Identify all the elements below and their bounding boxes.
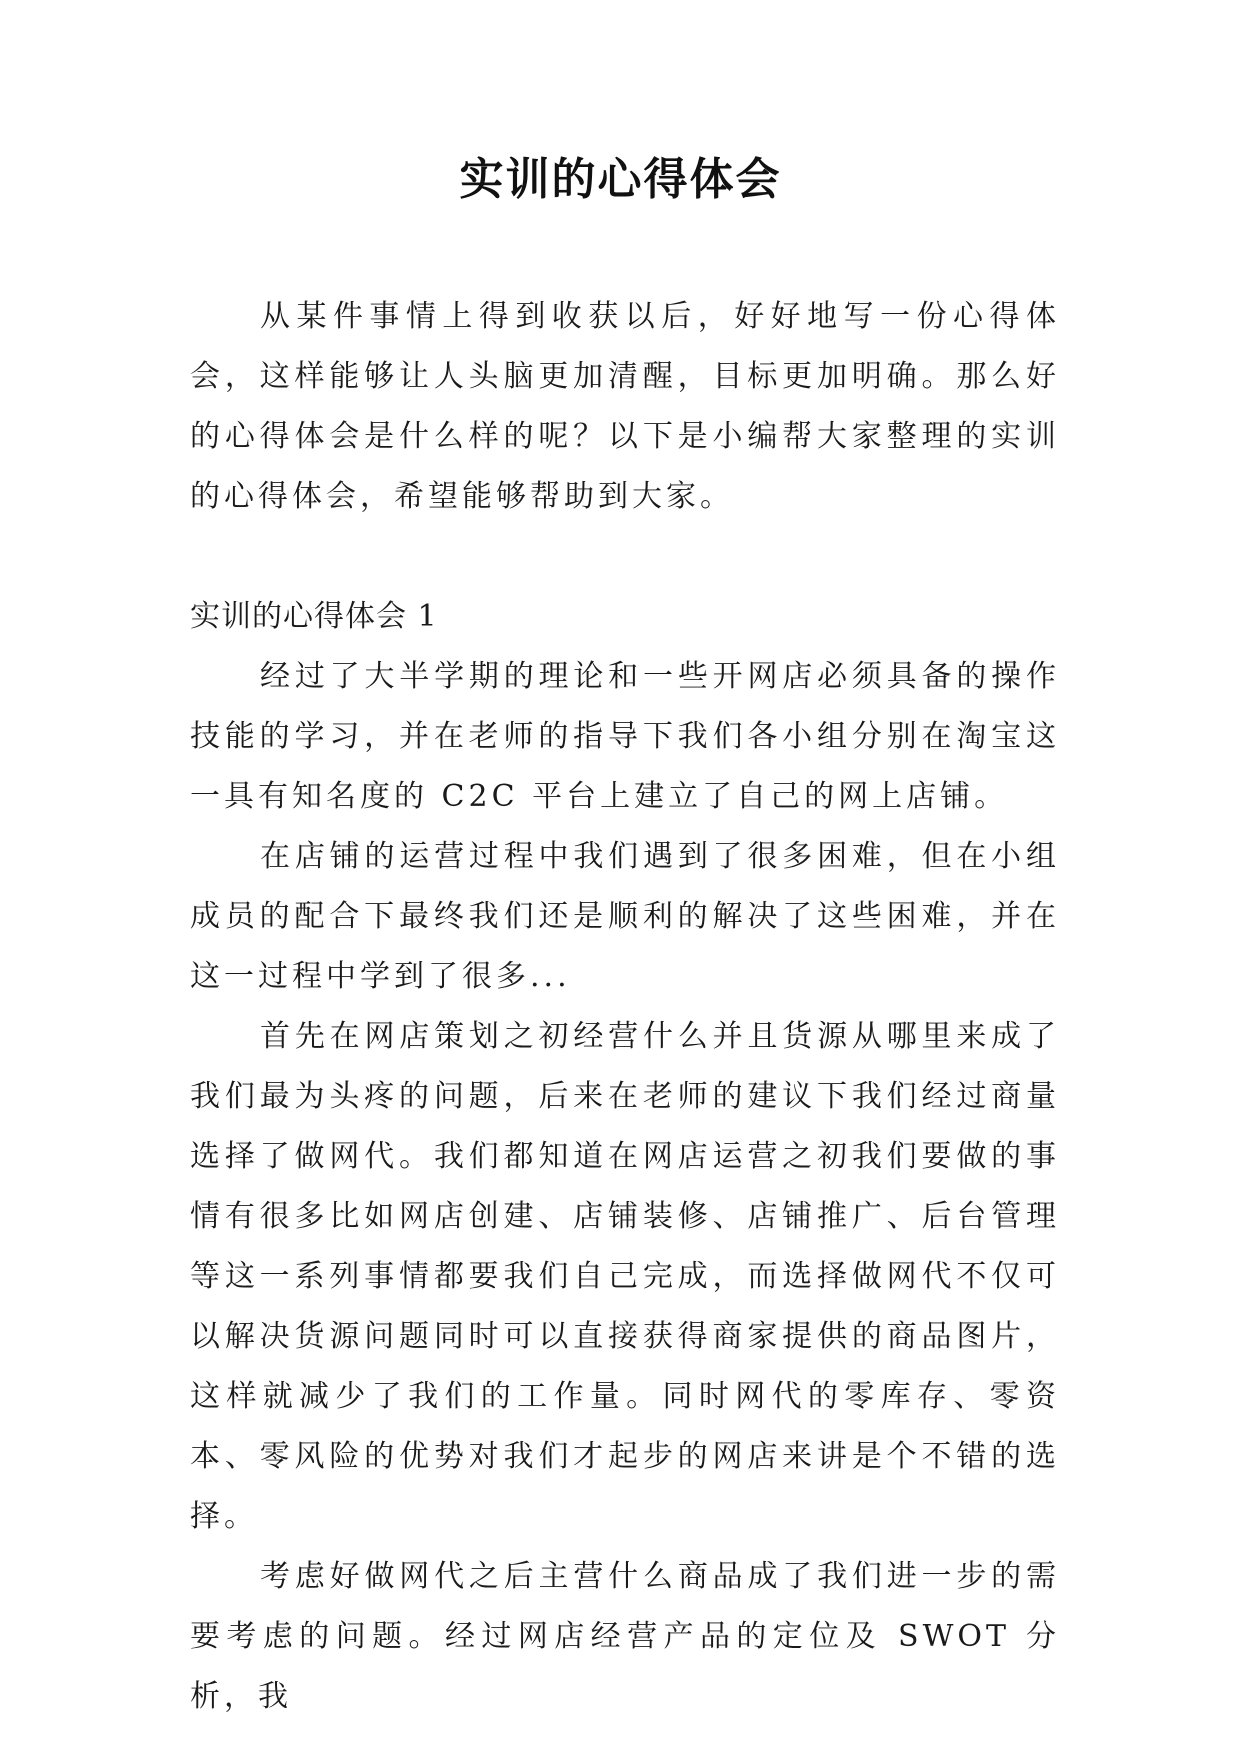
- document-body: [190, 287, 1060, 1727]
- body-paragraph: 考虑好做网代之后主营什么商品成了我们进一步的需要考虑的问题。经过网店经营产品的定位及 SWOT 分析，我: [190, 1559, 1060, 1714]
- body-paragraph: 经过了大半学期的理论和一些开网店必须具备的操作技能的学习，并在老师的指导下我们各小组分别在淘宝这一具有知名度的 C2C 平台上建立了自己的网上店铺。: [190, 659, 1060, 814]
- body-paragraph: 首先在网店策划之初经营什么并且货源从哪里来成了我们最为头疼的问题，后来在老师的建议下我们经过商量选择了做网代。我们都知道在网店运营之初我们要做的事情有很多比如网店创建、店铺装修、店铺推广、后台管理等这一系列事情都要我们自己完成，而选择做网代不仅可以解决货源问题同时可以直接获得商家提供的商品图片，这样就减少了我们的工作量。同时网代的零库存、零资本、零风险的优势对我们才起步的网店来讲是个不错的选择。: [190, 1019, 1060, 1534]
- section-heading: 实训的心得体会 1: [190, 599, 438, 634]
- document-title: 实训的心得体会: [459, 154, 782, 205]
- body-paragraph: 在店铺的运营过程中我们遇到了很多困难，但在小组成员的配合下最终我们还是顺利的解决了这些困难，并在这一过程中学到了很多...: [190, 839, 1060, 994]
- intro-paragraph: 从某件事情上得到收获以后，好好地写一份心得体会，这样能够让人头脑更加清醒，目标更加明确。那么好的心得体会是什么样的呢？以下是小编帮大家整理的实训的心得体会，希望能够帮助到大家。: [190, 299, 1060, 514]
